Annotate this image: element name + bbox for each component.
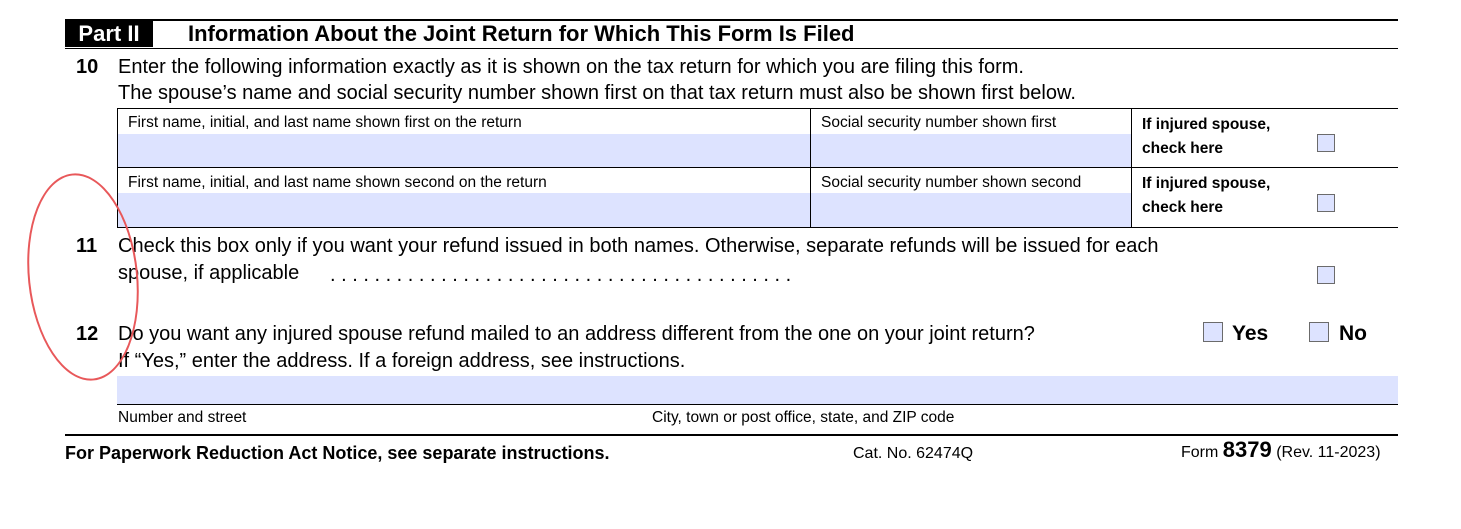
part-header-bottom-rule [65,48,1398,49]
part-badge: Part II [65,21,153,47]
line-10-text-continued: The spouse’s name and social security number shown first on that tax return must also be shown first below. [118,82,1076,104]
address-rule [117,404,1398,405]
paperwork-notice: For Paperwork Reduction Act Notice, see separate instructions. [65,443,610,463]
first-ssn-label: Social security number shown first [821,114,1057,131]
table-row-divider [117,167,1398,168]
city-label: City, town or post office, state, and ZIP code [652,409,955,426]
no-label: No [1339,322,1367,345]
table-bottom-rule [117,227,1398,228]
form-revision: (Rev. 11-2023) [1276,444,1381,461]
line-12-number: 12 [76,323,99,345]
line-11-number: 11 [76,235,98,257]
first-name-field[interactable] [118,134,810,167]
line-12-text-continued: If “Yes,” enter the address. If a foreign address, see instructions. [118,350,686,372]
line-12-text: Do you want any injured spouse refund mailed to an address different from the one on your joint return? [118,323,1035,345]
no-checkbox[interactable] [1309,322,1329,342]
second-injured-spouse-checkbox[interactable] [1317,194,1335,212]
yes-label: Yes [1232,322,1269,345]
first-ssn-field[interactable] [811,134,1131,167]
part-title: Information About the Joint Return for Which This Form Is Filed [188,21,855,46]
address-field[interactable] [117,376,1398,404]
line-11-text: Check this box only if you want your refund issued in both names. Otherwise, separate refunds will be issued for each [118,235,1159,257]
footer-rule [65,434,1398,436]
second-ssn-label: Social security number shown second [821,174,1082,191]
table-top-rule [117,108,1398,109]
first-name-label: First name, initial, and last name shown first on the return [128,114,522,131]
line-11-text-continued: spouse, if applicable [118,262,300,284]
both-names-refund-checkbox[interactable] [1317,266,1335,284]
street-label: Number and street [118,409,247,426]
second-injured-spouse-label: If injured spouse, [1142,175,1271,192]
line-11-dot-leader: . . . . . . . . . . . . . . . . . . . . . . . . . . . . . . . . . . . . . . . . . . [330,264,792,286]
first-check-here-label: check here [1142,140,1223,157]
yes-checkbox[interactable] [1203,322,1223,342]
form-number: 8379 [1222,437,1272,462]
form-label: Form [1181,444,1219,461]
line-10-text: Enter the following information exactly as it is shown on the tax return for which you are filing this form. [118,56,1024,78]
catalog-number: Cat. No. 62474Q [853,445,974,462]
form-identifier [1181,439,1381,464]
first-injured-spouse-label: If injured spouse, [1142,116,1271,133]
second-ssn-field[interactable] [811,193,1131,227]
first-injured-spouse-checkbox[interactable] [1317,134,1335,152]
second-name-label: First name, initial, and last name shown second on the return [128,174,547,191]
second-name-field[interactable] [118,193,810,227]
second-check-here-label: check here [1142,199,1223,216]
line-10-number: 10 [76,56,99,78]
